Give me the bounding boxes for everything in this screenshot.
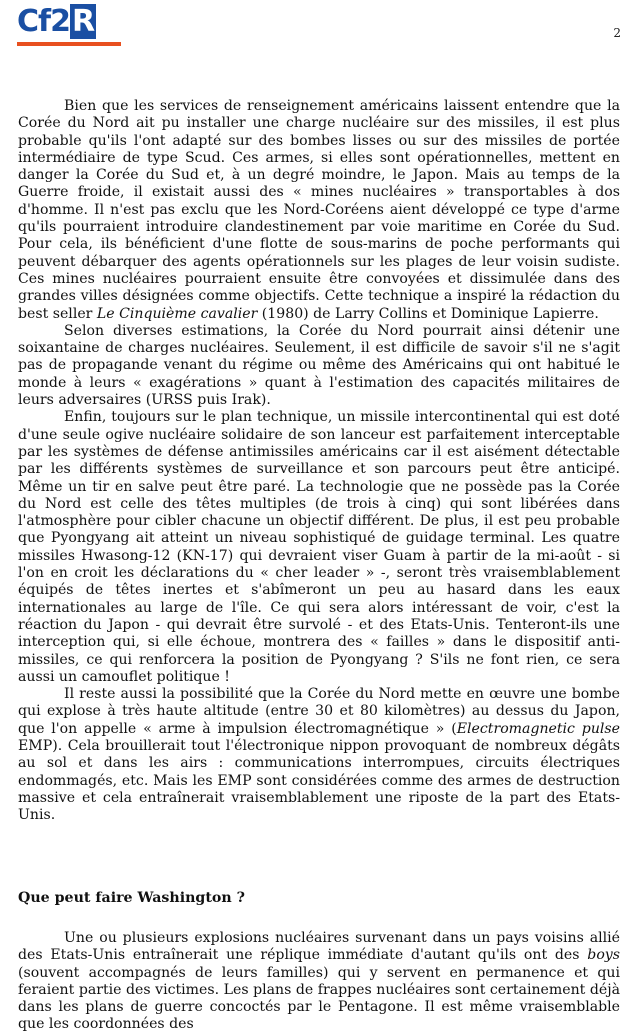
paragraph-5 <box>18 930 620 1034</box>
paragraph-4-end: EMP). Cela brouillerait tout l'électronique nippon provoquant de nombreux dégâts au sol et dans les airs : communications interrompues, circuits électriques endommagés, etc. Mais les EMP sont considérées comme des armes de destruction massive et cela entraînerait vraisemblablement une riposte de la part des Etats-Unis. <box>18 737 620 824</box>
emp-term: Electromagnetic pulse <box>456 720 620 737</box>
boys-term: boys <box>587 947 620 964</box>
paragraph-5-text: Une ou plusieurs explosions nucléaires survenant dans un pays voisins allié des Etats-Unis entraînerait une réplique immédiate d'autant qu'ils ont des <box>18 930 620 964</box>
paragraph-5-end: (souvent accompagnés de leurs familles) qui y servent en permanence et qui feraient partie des victimes. Les plans de frappes nucléaires sont certainement déjà dans les plans de guerre concoctés par le Pentagone. Il est même vraisemblable que les coordonnées des <box>18 964 620 1033</box>
paragraph-3: Enfin, toujours sur le plan technique, un missile intercontinental qui est doté d'une seule ogive nucléaire solidaire de son lanceur est parfaitement interceptable par les systèmes de défense antimissiles américains car il est aisément détectable par les différents systèmes de surveillance et son parcours peut être anticipé. Même un tir en salve peut être paré. La technologie que ne possède pas la Corée du Nord est celle des têtes multiples (de trois à cinq) qui sont libérées dans l'atmosphère pour cibler chacune un objectif différent. De plus, il est peu probable que Pyongyang ait atteint un niveau sophistiqué de guidage terminal. Les quatre missiles Hwasong-12 (KN-17) qui devraient viser Guam à partir de la mi-août - si l'on en croit les déclarations du « cher leader » -, seront très vraisemblablement équipés de têtes inertes et s'abîmeront un peu au hasard dans les eaux internationales au large de l'île. Ce qui sera alors intéressant de voir, c'est la réaction du Japon - qui devrait être survolé - et des Etats-Unis. Tenteront-ils une interception qui, si elle échoue, montrera des « failles » dans le dispositif anti-missiles, ce qui renforcera la position de Pyongyang ? S'ils ne font rien, ce sera aussi un camouflet politique ! <box>18 409 620 685</box>
page-number: 2 <box>613 26 621 40</box>
section-body <box>18 930 620 1034</box>
body-text <box>18 98 620 824</box>
book-title: Le Cinquième cavalier <box>96 305 258 322</box>
paragraph-4 <box>18 686 620 824</box>
section-heading: Que peut faire Washington ? <box>18 890 245 906</box>
paragraph-1-text: Bien que les services de renseignement américains laissent entendre que la Corée du Nord ait pu installer une charge nucléaire sur des missiles, il est plus probable qu'ils l'ont adapté sur des bombes lisses ou sur des missiles de portée intermédiaire de type Scud. Ces armes, si elles sont opérationnelles, mettent en danger la Corée du Sud et, à un degré moindre, le Japon. Mais au temps de la Guerre froide, il existait aussi des « mines nucléaires » transportables à dos d'homme. Il n'est pas exclu que les Nord-Coréens aient développé ce type d'arme qu'ils pourraient introduire clandestinement par voie maritime en Corée du Sud. Pour cela, ils bénéficient d'une flotte de sous-marins de poche performants qui peuvent débarquer des agents opérationnels sur les plages de leur voisin sudiste. Ces mines nucléaires pourraient ensuite être convoyées et dissimulée dans des grandes villes désignées comme objectifs. Cette technique a inspiré la rédaction du best seller <box>18 98 620 322</box>
logo-underline <box>17 42 121 46</box>
paragraph-1-end: (1980) de Larry Collins et Dominique Lapierre. <box>257 305 599 322</box>
paragraph-4-text: Il reste aussi la possibilité que la Corée du Nord mette en œuvre une bombe qui explose à très haute altitude (entre 30 et 80 kilomètres) au dessus du Japon, que l'on appelle « arme à impulsion électromagnétique » ( <box>18 686 620 737</box>
paragraph-2: Selon diverses estimations, la Corée du Nord pourrait ainsi détenir une soixantaine de charges nucléaires. Seulement, il est difficile de savoir s'il ne s'agit pas de propagande venant du régime ou même des Américains qui ont habitué le monde à leurs « exagérations » quant à l'estimation des capacités militaires de leurs adversaires (URSS puis Irak). <box>18 322 620 409</box>
logo-wordmark: Cf2R <box>17 4 95 39</box>
paragraph-1 <box>18 98 620 323</box>
cf2r-logo <box>17 4 121 42</box>
